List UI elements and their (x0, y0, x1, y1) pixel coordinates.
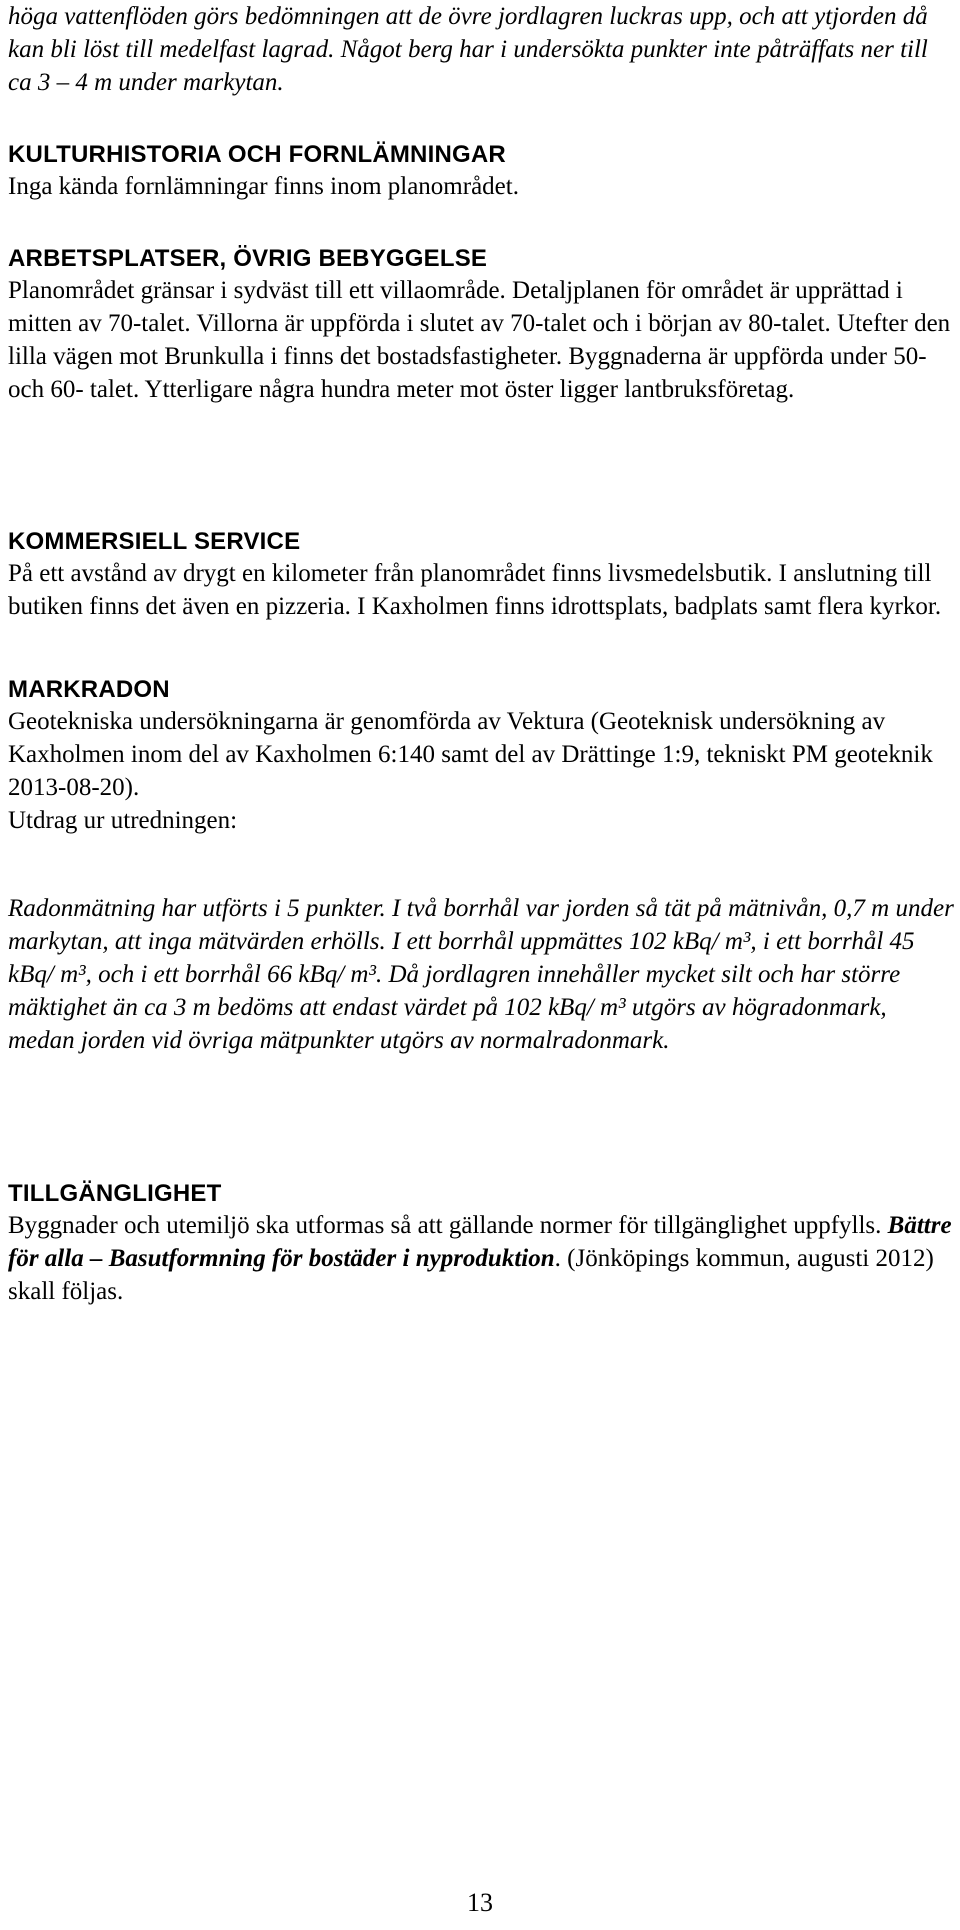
quote-paragraph: Radonmätning har utförts i 5 punkter. I två borrhål var jorden så tät på mätnivån, 0,7 m under markytan, att inga mätvärden erhölls. I ett borrhål uppmättes 102 kBq/ m³, i ett borrhål 45 kBq/ m³, och i ett borrhål 66 kBq/ m³. Då jordlagren innehåller mycket silt och har större mäktighet än ca 3 m bedöms att endast värdet på 102 kBq/ m³ utgörs av högradonmark, medan jorden vid övriga mätpunkter utgörs av normalradonmark. (8, 895, 954, 1054)
section-kulturhistoria (8, 140, 954, 203)
section-paragraph: Geotekniska undersökningarna är genomförda av Vektura (Geoteknisk undersökning av Kaxholmen inom del av Kaxholmen 6:140 samt del av Drättinge 1:9, tekniskt PM geoteknik 2013-08-20). (8, 708, 933, 801)
section-heading: TILLGÄNGLIGHET (8, 1180, 222, 1207)
text-after: . (Jönköpings kommun, augusti 2012) skall följas. (8, 1245, 934, 1305)
section-paragraph: Planområdet gränsar i sydväst till ett villaområde. Detaljplanen för området är upprättad i mitten av 70-talet. Villorna är uppförda i slutet av 70-talet och i början av 80-talet. Utefter den lilla vägen mot Brunkulla i finns det bostadsfastigheter. Byggnaderna är uppförda under 50- och 60- talet. Ytterligare några hundra meter mot öster ligger lantbruksföretag. (8, 277, 951, 403)
section-paragraph: Inga kända fornlämningar finns inom planområdet. (8, 173, 519, 200)
section-paragraph (8, 1209, 954, 1308)
section-heading: MARKRADON (8, 676, 170, 703)
quoted-extract (8, 892, 954, 1057)
section-heading: ARBETSPLATSER, ÖVRIG BEBYGGELSE (8, 245, 488, 272)
section-tillganglighet (8, 1179, 954, 1308)
section-paragraph: På ett avstånd av drygt en kilometer från planområdet finns livsmedelsbutik. I anslutning till butiken finns det även en pizzeria. I Kaxholmen finns idrottsplats, badplats samt flera kyrkor. (8, 560, 942, 620)
publication-title: Bättre för alla – Basutformning för bostäder i nyproduktion (8, 1212, 952, 1272)
intro-section (8, 0, 954, 99)
text-before: Byggnader och utemiljö ska utformas så att gällande normer för tillgänglighet uppfylls. (8, 1212, 888, 1239)
section-heading: KULTURHISTORIA OCH FORNLÄMNINGAR (8, 141, 506, 168)
section-heading: KOMMERSIELL SERVICE (8, 528, 301, 555)
section-arbetsplatser (8, 244, 954, 406)
intro-paragraph: höga vattenflöden görs bedömningen att de övre jordlagren luckras upp, och att ytjorden då kan bli löst till medelfast lagrad. Något berg har i undersökta punkter inte påträffats ner till ca 3 – 4 m under markytan. (8, 3, 928, 96)
page-number: 13 (467, 1888, 493, 1917)
extract-label: Utdrag ur utredningen: (8, 807, 238, 834)
section-markradon (8, 675, 954, 837)
section-kommersiell-service (8, 527, 954, 623)
